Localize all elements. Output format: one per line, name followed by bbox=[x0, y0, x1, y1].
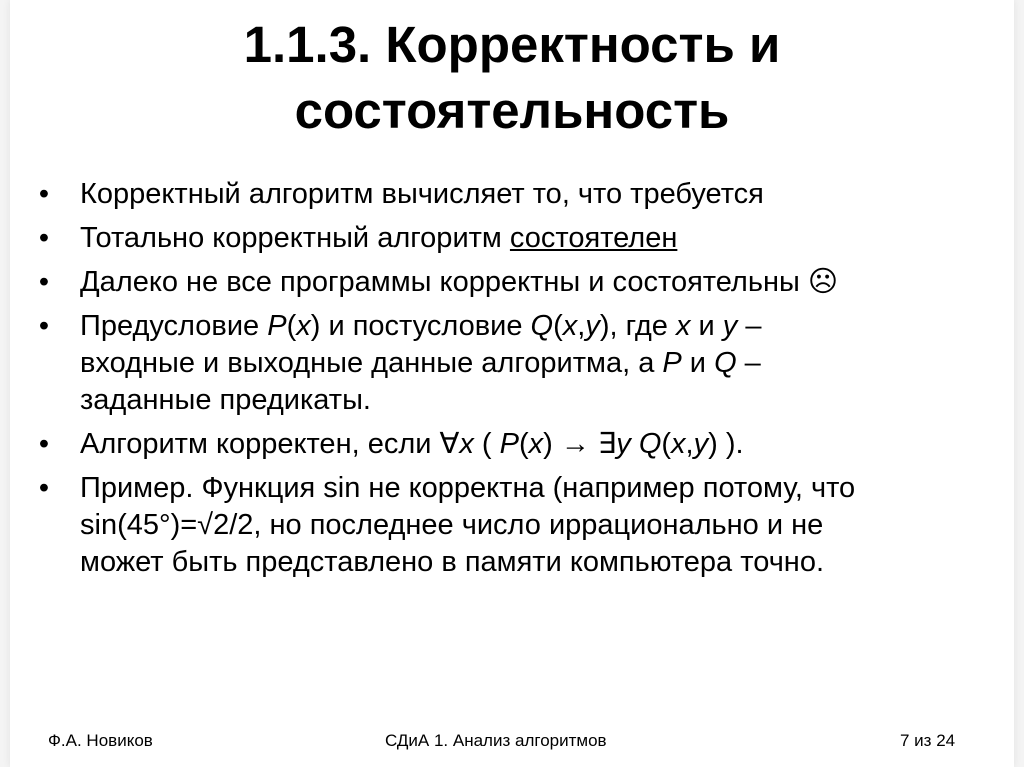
slide bbox=[10, 0, 1014, 767]
slide-footer bbox=[10, 731, 1014, 755]
bullet-item bbox=[34, 308, 994, 419]
bullet-marker: • bbox=[38, 266, 50, 298]
bullet-item bbox=[34, 470, 994, 581]
bullet-item bbox=[34, 426, 994, 463]
footer-page-number: 7 из 24 bbox=[900, 731, 956, 750]
bullet-list bbox=[34, 176, 994, 588]
bullet-item bbox=[34, 176, 994, 213]
bullet-text-line: Пример. Функция sin не корректна (например потому, что bbox=[80, 472, 856, 504]
footer-course: СДиА 1. Анализ алгоритмов bbox=[385, 731, 607, 750]
slide-title-line-1: 1.1.3. Корректность и bbox=[243, 16, 781, 73]
bullet-marker: • bbox=[38, 310, 50, 342]
bullet-text-line: может быть представлено в памяти компьютера точно. bbox=[80, 546, 825, 578]
bullet-text-line: Предусловие P(x) и постусловие Q(x,y), где x и y – bbox=[80, 310, 762, 342]
bullet-text-line: sin(45°)=√2/2, но последнее число иррационально и не bbox=[80, 509, 824, 541]
bullet-item bbox=[34, 220, 994, 257]
slide-title-line-2: состоятельность bbox=[294, 82, 730, 139]
bullet-marker: • bbox=[38, 428, 50, 460]
slide-title bbox=[10, 12, 1014, 144]
bullet-text-line: Далеко не все программы корректны и состоятельны ☹ bbox=[80, 266, 839, 298]
bullet-text-line: Корректный алгоритм вычисляет то, что требуется bbox=[80, 178, 764, 210]
bullet-text-line: заданные предикаты. bbox=[80, 384, 371, 416]
bullet-text-line: Алгоритм корректен, если ∀x ( P(x) → ∃y Q(x,y) ). bbox=[80, 428, 744, 460]
bullet-text-line: входные и выходные данные алгоритма, а P и Q – bbox=[80, 347, 761, 379]
footer-author: Ф.А. Новиков bbox=[48, 731, 153, 750]
bullet-text-line: Тотально корректный алгоритм состоятелен bbox=[80, 222, 678, 254]
bullet-item bbox=[34, 264, 994, 301]
bullet-marker: • bbox=[38, 472, 50, 504]
bullet-marker: • bbox=[38, 178, 50, 210]
bullet-marker: • bbox=[38, 222, 50, 254]
